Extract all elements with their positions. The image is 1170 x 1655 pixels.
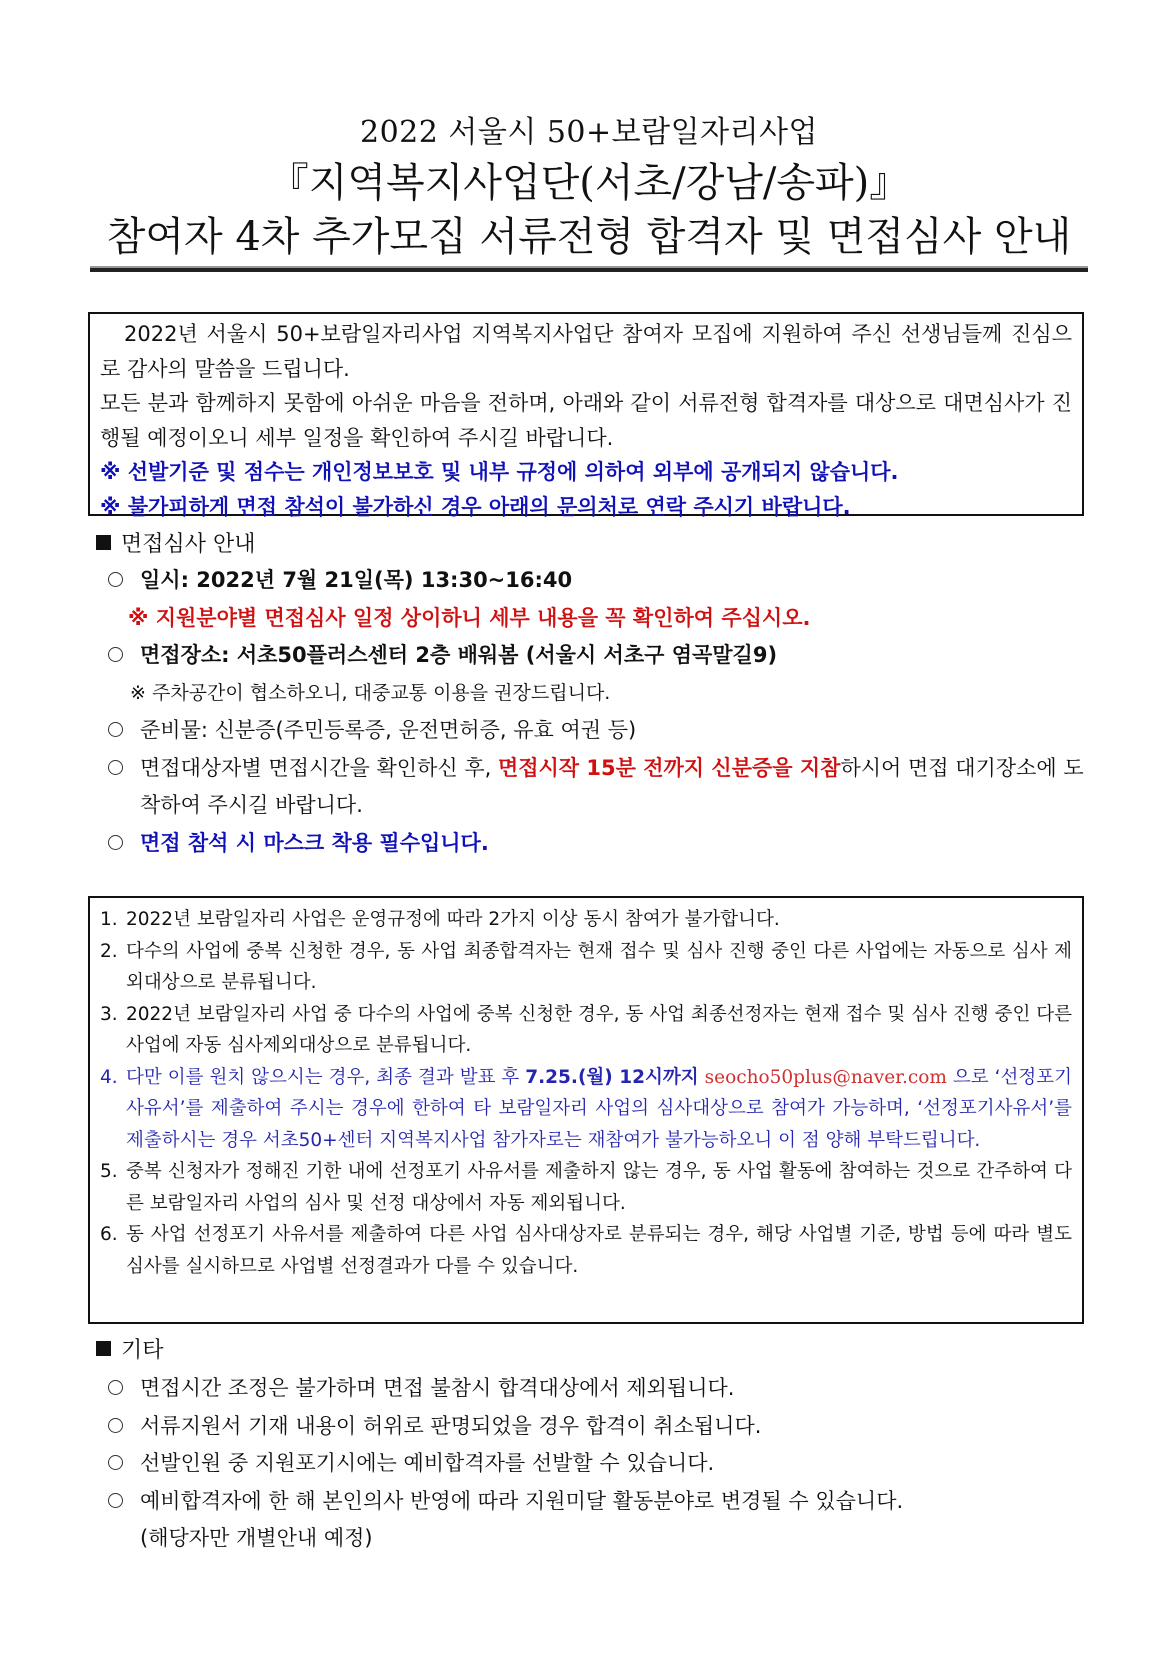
intro-notice-2: ※ 불가피하게 면접 참석이 불가하신 경우 아래의 문의처로 연락 주시기 바랍니다.	[100, 494, 851, 519]
circle-bullet-icon	[108, 722, 123, 737]
etc-last-note	[108, 1520, 1088, 1558]
rule-text: 다수의 사업에 중복 신청한 경우, 동 사업 최종합격자는 현재 접수 및 심사 진행 중인 다른 사업에는 자동으로 심사 제외대상으로 분류됩니다.	[126, 940, 1072, 993]
etc-item-text: 서류지원서 기재 내용이 허위로 판명되었을 경우 합격이 취소됩니다.	[140, 1413, 762, 1438]
rule-number: 1.	[100, 909, 118, 930]
square-bullet-icon	[96, 535, 111, 550]
rule-number: 5.	[100, 1161, 118, 1182]
rule-item	[100, 1156, 1072, 1219]
rule-item	[100, 1062, 1072, 1157]
email-link[interactable]: seocho50plus@naver.com	[704, 1066, 947, 1088]
location-note: ※ 주차공간이 협소하오니, 대중교통 이용을 권장드립니다.	[130, 681, 611, 704]
rule-number: 3.	[100, 1003, 118, 1025]
etc-item	[108, 1445, 1088, 1483]
intro-box	[88, 312, 1084, 519]
interview-location	[108, 637, 1088, 675]
rule-text-pre: 다만 이를 원치 않으시는 경우, 최종 결과 발표 후	[126, 1066, 526, 1088]
etc-item	[108, 1483, 1088, 1521]
circle-bullet-icon	[108, 572, 123, 587]
section-heading-text: 기타	[121, 1338, 164, 1363]
arrival-text-pre: 면접대상자별 면접시간을 확인하신 후,	[140, 755, 498, 780]
rule-text-post: 으로 ‘선정포기 사유서’를 제출하여 주시는 경우에 한하여 타 보람일자리 사업의 심사대상으로 참여가 가능하며, ‘선정포기사유서’를 제출하시는 경우 서초50+센터 지역복지사업 참가자로는 재참여가 불가능하오니 이 점 양해 부탁드립니다.	[126, 1066, 1072, 1151]
section-heading-etc	[96, 1334, 164, 1368]
rule-number: 4.	[100, 1066, 118, 1088]
rule-item	[100, 904, 1072, 936]
section-heading-text: 면접심사 안내	[121, 532, 256, 557]
rule-text: 동 사업 선정포기 사유서를 제출하여 다른 사업 심사대상자로 분류되는 경우, 해당 사업별 기준, 방법 등에 따라 별도 심사를 실시하므로 사업별 선정결과가 다를 수 있습니다.	[126, 1224, 1072, 1277]
intro-paragraph-2: 모든 분과 함께하지 못함에 아쉬운 마음을 전하며, 아래와 같이 서류전형 합격자를 대상으로 대면심사가 진행될 예정이오니 세부 일정을 확인하여 주시길 바랍니다.	[100, 391, 1072, 450]
document-title	[90, 110, 1088, 264]
circle-bullet-icon	[108, 1455, 123, 1470]
square-bullet-icon	[96, 1341, 111, 1356]
title-line-2: 『지역복지사업단(서초/강남/송파)』	[268, 160, 910, 206]
mask-text: 면접 참석 시 마스크 착용 필수입니다.	[140, 830, 489, 855]
circle-bullet-icon	[108, 647, 123, 662]
rule-item	[100, 936, 1072, 999]
circle-bullet-icon	[108, 1380, 123, 1395]
title-divider	[90, 268, 1088, 272]
title-line-3: 참여자 4차 추가모집 서류전형 합격자 및 면접심사 안내	[106, 214, 1072, 260]
etc-item-text: 선발인원 중 지원포기시에는 예비합격자를 선발할 수 있습니다.	[140, 1451, 715, 1475]
etc-item-text: 예비합격자에 한 해 본인의사 반영에 따라 지원미달 활동분야로 변경될 수 있습니다.	[140, 1488, 904, 1513]
etc-note-text: (해당자만 개별안내 예정)	[140, 1526, 373, 1550]
rule-item	[100, 999, 1072, 1062]
interview-items	[108, 562, 1088, 862]
etc-item	[108, 1370, 1088, 1408]
circle-bullet-icon	[108, 835, 123, 850]
interview-prep	[108, 712, 1088, 750]
arrival-highlight: 면접시작 15분 전까지 신분증을 지참	[497, 755, 841, 780]
interview-arrival	[108, 750, 1088, 825]
etc-item-text: 면접시간 조정은 불가하며 면접 불참시 합격대상에서 제외됩니다.	[140, 1376, 735, 1400]
rules-box	[88, 896, 1084, 1324]
etc-item	[108, 1408, 1088, 1446]
section-heading-interview	[96, 528, 256, 562]
prep-text: 준비물: 신분증(주민등록증, 운전면허증, 유효 여권 등)	[140, 718, 637, 742]
intro-paragraph-1: 2022년 서울시 50+보람일자리사업 지역복지사업단 참여자 모집에 지원하여 주신 선생님들께 진심으로 감사의 말씀을 드립니다.	[100, 322, 1072, 381]
title-line-1: 2022 서울시 50+보람일자리사업	[359, 115, 819, 150]
rule-text: 중복 신청자가 정해진 기한 내에 선정포기 사유서를 제출하지 않는 경우, 동 사업 활동에 참여하는 것으로 간주하여 다른 보람일자리 사업의 심사 및 선정 대상에서 자동 제외됩니다.	[126, 1161, 1072, 1214]
interview-mask	[108, 825, 1088, 863]
etc-items	[108, 1370, 1088, 1558]
rule-text: 2022년 보람일자리 사업은 운영규정에 따라 2가지 이상 동시 참여가 불가합니다.	[126, 909, 780, 930]
rule-number: 2.	[100, 940, 118, 962]
rule-number: 6.	[100, 1224, 118, 1245]
datetime-note: ※ 지원분야별 면접심사 일정 상이하니 세부 내용을 꼭 확인하여 주십시오.	[128, 605, 811, 630]
intro-notice-1: ※ 선발기준 및 점수는 개인정보보호 및 내부 규정에 의하여 외부에 공개되지 않습니다.	[100, 460, 899, 484]
circle-bullet-icon	[108, 1493, 123, 1508]
location-text: 면접장소: 서초50플러스센터 2층 배워봄 (서울시 서초구 염곡말길9)	[140, 643, 778, 667]
circle-bullet-icon	[108, 760, 123, 775]
rule-item	[100, 1219, 1072, 1282]
circle-bullet-icon	[108, 1418, 123, 1433]
rule-deadline: 7.25.(월) 12시까지	[525, 1066, 699, 1088]
arrival-text-post: 하시어 면접 대기장소에 도착하여 주시길 바랍니다.	[140, 755, 1084, 817]
datetime-text: 일시: 2022년 7월 21일(목) 13:30~16:40	[140, 568, 573, 592]
interview-datetime	[108, 562, 1088, 600]
rule-text: 2022년 보람일자리 사업 중 다수의 사업에 중복 신청한 경우, 동 사업 최종선정자는 현재 접수 및 심사 진행 중인 다른 사업에 자동 심사제외대상으로 분류됩니다.	[126, 1003, 1072, 1056]
